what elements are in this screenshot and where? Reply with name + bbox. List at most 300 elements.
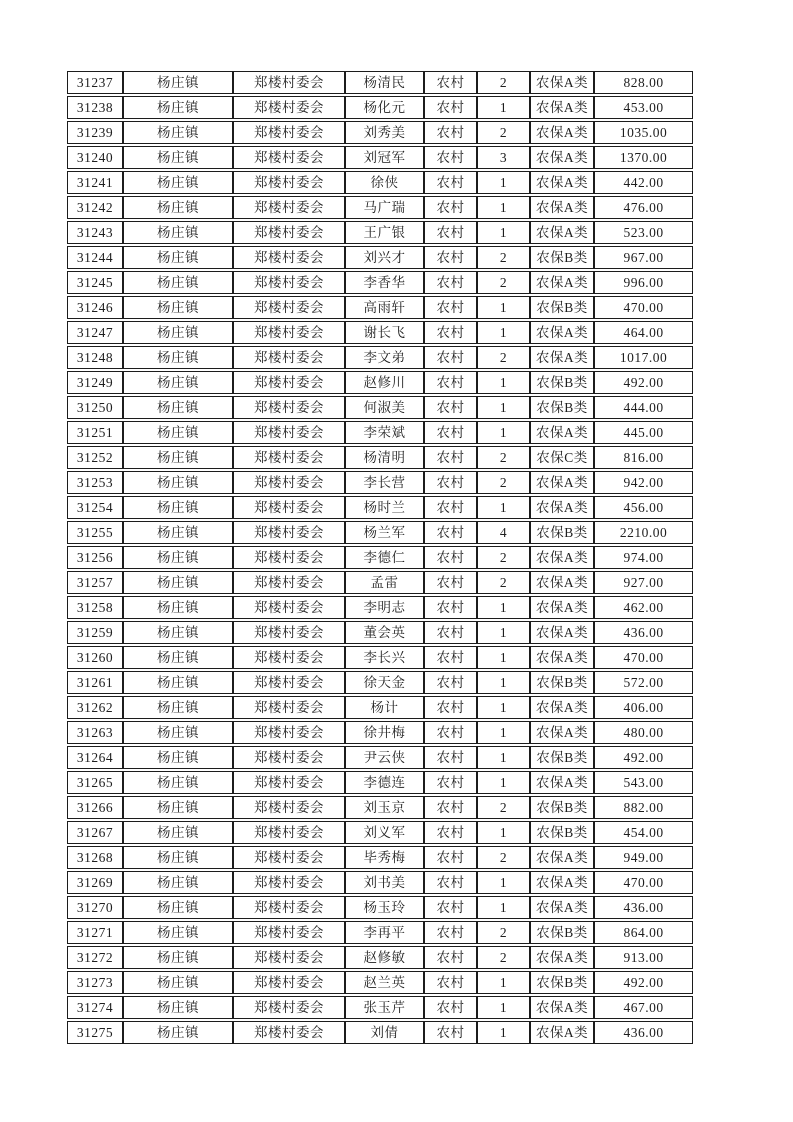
table-row	[67, 271, 693, 294]
cell-person-name: 杨玉玲	[345, 896, 424, 919]
cell-insurance-class: 农保A类	[530, 946, 594, 969]
cell-village-committee: 郑楼村委会	[233, 921, 345, 944]
cell-town: 杨庄镇	[123, 296, 233, 319]
table-row	[67, 546, 693, 569]
cell-amount: 523.00	[594, 221, 693, 244]
cell-amount: 1370.00	[594, 146, 693, 169]
cell-town: 杨庄镇	[123, 421, 233, 444]
cell-person-count: 2	[477, 471, 530, 494]
cell-village-committee: 郑楼村委会	[233, 446, 345, 469]
cell-town: 杨庄镇	[123, 471, 233, 494]
cell-person-name: 杨时兰	[345, 496, 424, 519]
cell-village-committee: 郑楼村委会	[233, 96, 345, 119]
cell-person-name: 马广瑞	[345, 196, 424, 219]
cell-person-count: 1	[477, 996, 530, 1019]
cell-record-id: 31257	[67, 571, 123, 594]
cell-village-committee: 郑楼村委会	[233, 396, 345, 419]
cell-insurance-class: 农保B类	[530, 371, 594, 394]
cell-town: 杨庄镇	[123, 546, 233, 569]
cell-residence-type: 农村	[424, 771, 477, 794]
cell-insurance-class: 农保A类	[530, 771, 594, 794]
cell-residence-type: 农村	[424, 346, 477, 369]
cell-village-committee: 郑楼村委会	[233, 546, 345, 569]
table-row	[67, 346, 693, 369]
cell-residence-type: 农村	[424, 846, 477, 869]
table-row	[67, 721, 693, 744]
table-row	[67, 246, 693, 269]
cell-record-id: 31256	[67, 546, 123, 569]
cell-person-count: 1	[477, 171, 530, 194]
cell-record-id: 31255	[67, 521, 123, 544]
cell-village-committee: 郑楼村委会	[233, 171, 345, 194]
cell-record-id: 31244	[67, 246, 123, 269]
cell-amount: 1035.00	[594, 121, 693, 144]
cell-person-count: 1	[477, 296, 530, 319]
cell-person-name: 高雨轩	[345, 296, 424, 319]
table-row	[67, 71, 693, 94]
cell-insurance-class: 农保A类	[530, 271, 594, 294]
table-row	[67, 696, 693, 719]
cell-insurance-class: 农保A类	[530, 496, 594, 519]
cell-village-committee: 郑楼村委会	[233, 271, 345, 294]
cell-person-name: 杨化元	[345, 96, 424, 119]
cell-residence-type: 农村	[424, 221, 477, 244]
cell-record-id: 31241	[67, 171, 123, 194]
cell-amount: 406.00	[594, 696, 693, 719]
cell-record-id: 31243	[67, 221, 123, 244]
cell-insurance-class: 农保B类	[530, 521, 594, 544]
cell-amount: 816.00	[594, 446, 693, 469]
cell-person-name: 董会英	[345, 621, 424, 644]
cell-person-count: 1	[477, 221, 530, 244]
cell-person-name: 刘兴才	[345, 246, 424, 269]
cell-town: 杨庄镇	[123, 646, 233, 669]
cell-residence-type: 农村	[424, 421, 477, 444]
cell-town: 杨庄镇	[123, 746, 233, 769]
cell-person-name: 尹云侠	[345, 746, 424, 769]
cell-person-name: 李香华	[345, 271, 424, 294]
cell-insurance-class: 农保A类	[530, 596, 594, 619]
cell-record-id: 31263	[67, 721, 123, 744]
cell-town: 杨庄镇	[123, 321, 233, 344]
cell-insurance-class: 农保B类	[530, 296, 594, 319]
cell-village-committee: 郑楼村委会	[233, 246, 345, 269]
cell-residence-type: 农村	[424, 971, 477, 994]
cell-village-committee: 郑楼村委会	[233, 521, 345, 544]
cell-town: 杨庄镇	[123, 721, 233, 744]
cell-town: 杨庄镇	[123, 571, 233, 594]
cell-insurance-class: 农保A类	[530, 996, 594, 1019]
cell-amount: 864.00	[594, 921, 693, 944]
cell-person-count: 2	[477, 921, 530, 944]
cell-amount: 492.00	[594, 371, 693, 394]
cell-residence-type: 农村	[424, 1021, 477, 1044]
cell-village-committee: 郑楼村委会	[233, 321, 345, 344]
cell-person-count: 1	[477, 696, 530, 719]
cell-amount: 967.00	[594, 246, 693, 269]
table-row	[67, 846, 693, 869]
cell-town: 杨庄镇	[123, 621, 233, 644]
cell-person-name: 杨清民	[345, 71, 424, 94]
cell-residence-type: 农村	[424, 896, 477, 919]
cell-town: 杨庄镇	[123, 696, 233, 719]
cell-insurance-class: 农保A类	[530, 871, 594, 894]
cell-record-id: 31246	[67, 296, 123, 319]
cell-residence-type: 农村	[424, 196, 477, 219]
cell-village-committee: 郑楼村委会	[233, 571, 345, 594]
cell-person-count: 1	[477, 496, 530, 519]
cell-record-id: 31265	[67, 771, 123, 794]
cell-person-name: 杨清明	[345, 446, 424, 469]
cell-record-id: 31240	[67, 146, 123, 169]
cell-person-count: 2	[477, 846, 530, 869]
cell-village-committee: 郑楼村委会	[233, 996, 345, 1019]
cell-village-committee: 郑楼村委会	[233, 121, 345, 144]
cell-village-committee: 郑楼村委会	[233, 346, 345, 369]
cell-residence-type: 农村	[424, 71, 477, 94]
cell-record-id: 31264	[67, 746, 123, 769]
cell-insurance-class: 农保A类	[530, 171, 594, 194]
cell-residence-type: 农村	[424, 471, 477, 494]
cell-amount: 445.00	[594, 421, 693, 444]
cell-insurance-class: 农保A类	[530, 621, 594, 644]
cell-town: 杨庄镇	[123, 196, 233, 219]
cell-person-count: 2	[477, 571, 530, 594]
cell-person-name: 李再平	[345, 921, 424, 944]
cell-amount: 464.00	[594, 321, 693, 344]
cell-town: 杨庄镇	[123, 121, 233, 144]
cell-insurance-class: 农保B类	[530, 796, 594, 819]
cell-village-committee: 郑楼村委会	[233, 971, 345, 994]
cell-record-id: 31268	[67, 846, 123, 869]
cell-insurance-class: 农保B类	[530, 971, 594, 994]
cell-record-id: 31258	[67, 596, 123, 619]
cell-village-committee: 郑楼村委会	[233, 371, 345, 394]
cell-town: 杨庄镇	[123, 871, 233, 894]
cell-town: 杨庄镇	[123, 221, 233, 244]
cell-insurance-class: 农保A类	[530, 1021, 594, 1044]
cell-residence-type: 农村	[424, 746, 477, 769]
cell-person-count: 1	[477, 96, 530, 119]
cell-village-committee: 郑楼村委会	[233, 146, 345, 169]
cell-residence-type: 农村	[424, 671, 477, 694]
cell-amount: 436.00	[594, 896, 693, 919]
cell-person-count: 1	[477, 671, 530, 694]
cell-village-committee: 郑楼村委会	[233, 846, 345, 869]
cell-record-id: 31275	[67, 1021, 123, 1044]
cell-amount: 543.00	[594, 771, 693, 794]
cell-residence-type: 农村	[424, 171, 477, 194]
cell-record-id: 31262	[67, 696, 123, 719]
cell-record-id: 31253	[67, 471, 123, 494]
cell-amount: 470.00	[594, 646, 693, 669]
cell-insurance-class: 农保A类	[530, 546, 594, 569]
cell-insurance-class: 农保A类	[530, 421, 594, 444]
cell-village-committee: 郑楼村委会	[233, 621, 345, 644]
cell-residence-type: 农村	[424, 621, 477, 644]
cell-person-name: 谢长飞	[345, 321, 424, 344]
cell-residence-type: 农村	[424, 996, 477, 1019]
cell-amount: 974.00	[594, 546, 693, 569]
cell-amount: 480.00	[594, 721, 693, 744]
cell-amount: 436.00	[594, 1021, 693, 1044]
cell-record-id: 31239	[67, 121, 123, 144]
table-row	[67, 971, 693, 994]
cell-record-id: 31254	[67, 496, 123, 519]
cell-person-name: 徐侠	[345, 171, 424, 194]
cell-person-name: 徐井梅	[345, 721, 424, 744]
cell-person-count: 1	[477, 396, 530, 419]
cell-village-committee: 郑楼村委会	[233, 421, 345, 444]
table-row	[67, 621, 693, 644]
cell-residence-type: 农村	[424, 396, 477, 419]
cell-record-id: 31271	[67, 921, 123, 944]
cell-town: 杨庄镇	[123, 171, 233, 194]
cell-residence-type: 农村	[424, 146, 477, 169]
cell-person-name: 刘冠军	[345, 146, 424, 169]
cell-person-name: 毕秀梅	[345, 846, 424, 869]
cell-amount: 2210.00	[594, 521, 693, 544]
table-row	[67, 496, 693, 519]
cell-person-count: 2	[477, 446, 530, 469]
cell-record-id: 31237	[67, 71, 123, 94]
cell-village-committee: 郑楼村委会	[233, 196, 345, 219]
table-row	[67, 1021, 693, 1044]
cell-person-count: 1	[477, 821, 530, 844]
cell-insurance-class: 农保A类	[530, 221, 594, 244]
cell-residence-type: 农村	[424, 946, 477, 969]
table-row	[67, 371, 693, 394]
table-row	[67, 596, 693, 619]
cell-person-name: 刘倩	[345, 1021, 424, 1044]
cell-town: 杨庄镇	[123, 146, 233, 169]
cell-residence-type: 农村	[424, 546, 477, 569]
cell-record-id: 31242	[67, 196, 123, 219]
cell-person-count: 2	[477, 796, 530, 819]
cell-amount: 996.00	[594, 271, 693, 294]
cell-village-committee: 郑楼村委会	[233, 1021, 345, 1044]
cell-village-committee: 郑楼村委会	[233, 871, 345, 894]
cell-record-id: 31248	[67, 346, 123, 369]
cell-person-count: 1	[477, 646, 530, 669]
cell-person-name: 赵修敏	[345, 946, 424, 969]
cell-residence-type: 农村	[424, 96, 477, 119]
table-row	[67, 821, 693, 844]
cell-record-id: 31250	[67, 396, 123, 419]
cell-residence-type: 农村	[424, 296, 477, 319]
cell-record-id: 31274	[67, 996, 123, 1019]
cell-person-count: 1	[477, 871, 530, 894]
cell-person-name: 刘秀美	[345, 121, 424, 144]
cell-residence-type: 农村	[424, 871, 477, 894]
cell-town: 杨庄镇	[123, 896, 233, 919]
cell-person-name: 李长兴	[345, 646, 424, 669]
cell-amount: 492.00	[594, 971, 693, 994]
cell-insurance-class: 农保A类	[530, 846, 594, 869]
cell-person-count: 2	[477, 246, 530, 269]
cell-town: 杨庄镇	[123, 371, 233, 394]
cell-person-name: 何淑美	[345, 396, 424, 419]
cell-record-id: 31252	[67, 446, 123, 469]
cell-person-name: 赵修川	[345, 371, 424, 394]
cell-person-count: 2	[477, 946, 530, 969]
cell-village-committee: 郑楼村委会	[233, 821, 345, 844]
table-row	[67, 946, 693, 969]
cell-insurance-class: 农保B类	[530, 396, 594, 419]
table-row	[67, 146, 693, 169]
cell-person-count: 1	[477, 721, 530, 744]
cell-village-committee: 郑楼村委会	[233, 721, 345, 744]
cell-person-count: 1	[477, 321, 530, 344]
cell-person-count: 1	[477, 896, 530, 919]
cell-residence-type: 农村	[424, 646, 477, 669]
cell-insurance-class: 农保A类	[530, 471, 594, 494]
cell-town: 杨庄镇	[123, 446, 233, 469]
cell-record-id: 31272	[67, 946, 123, 969]
cell-residence-type: 农村	[424, 821, 477, 844]
cell-person-count: 4	[477, 521, 530, 544]
cell-amount: 882.00	[594, 796, 693, 819]
table-row	[67, 296, 693, 319]
table-row	[67, 196, 693, 219]
cell-person-name: 李文弟	[345, 346, 424, 369]
table-row	[67, 896, 693, 919]
cell-residence-type: 农村	[424, 721, 477, 744]
cell-village-committee: 郑楼村委会	[233, 496, 345, 519]
cell-person-count: 1	[477, 621, 530, 644]
cell-town: 杨庄镇	[123, 71, 233, 94]
cell-town: 杨庄镇	[123, 921, 233, 944]
table-row	[67, 521, 693, 544]
cell-insurance-class: 农保A类	[530, 896, 594, 919]
cell-residence-type: 农村	[424, 796, 477, 819]
cell-town: 杨庄镇	[123, 346, 233, 369]
cell-person-count: 2	[477, 121, 530, 144]
cell-town: 杨庄镇	[123, 771, 233, 794]
table-row	[67, 921, 693, 944]
table-row	[67, 671, 693, 694]
cell-insurance-class: 农保A类	[530, 146, 594, 169]
cell-insurance-class: 农保A类	[530, 571, 594, 594]
cell-town: 杨庄镇	[123, 846, 233, 869]
cell-residence-type: 农村	[424, 921, 477, 944]
cell-village-committee: 郑楼村委会	[233, 596, 345, 619]
cell-record-id: 31259	[67, 621, 123, 644]
cell-insurance-class: 农保A类	[530, 96, 594, 119]
cell-amount: 913.00	[594, 946, 693, 969]
cell-amount: 949.00	[594, 846, 693, 869]
cell-record-id: 31266	[67, 796, 123, 819]
cell-person-count: 3	[477, 146, 530, 169]
cell-amount: 828.00	[594, 71, 693, 94]
cell-person-count: 1	[477, 746, 530, 769]
cell-record-id: 31261	[67, 671, 123, 694]
cell-residence-type: 农村	[424, 521, 477, 544]
cell-record-id: 31267	[67, 821, 123, 844]
table-row	[67, 771, 693, 794]
cell-insurance-class: 农保A类	[530, 696, 594, 719]
table-row	[67, 996, 693, 1019]
cell-record-id: 31245	[67, 271, 123, 294]
table-row	[67, 121, 693, 144]
cell-amount: 444.00	[594, 396, 693, 419]
cell-insurance-class: 农保B类	[530, 921, 594, 944]
cell-record-id: 31270	[67, 896, 123, 919]
cell-village-committee: 郑楼村委会	[233, 671, 345, 694]
cell-town: 杨庄镇	[123, 246, 233, 269]
cell-person-count: 1	[477, 1021, 530, 1044]
cell-residence-type: 农村	[424, 246, 477, 269]
table-row	[67, 471, 693, 494]
cell-residence-type: 农村	[424, 696, 477, 719]
cell-insurance-class: 农保B类	[530, 746, 594, 769]
cell-amount: 942.00	[594, 471, 693, 494]
cell-record-id: 31260	[67, 646, 123, 669]
cell-person-name: 徐天金	[345, 671, 424, 694]
cell-town: 杨庄镇	[123, 96, 233, 119]
cell-amount: 572.00	[594, 671, 693, 694]
cell-residence-type: 农村	[424, 121, 477, 144]
cell-village-committee: 郑楼村委会	[233, 771, 345, 794]
cell-insurance-class: 农保A类	[530, 196, 594, 219]
cell-amount: 476.00	[594, 196, 693, 219]
cell-person-name: 李德连	[345, 771, 424, 794]
cell-record-id: 31251	[67, 421, 123, 444]
cell-town: 杨庄镇	[123, 996, 233, 1019]
table-row	[67, 96, 693, 119]
cell-insurance-class: 农保A类	[530, 646, 594, 669]
cell-person-count: 1	[477, 421, 530, 444]
cell-amount: 492.00	[594, 746, 693, 769]
cell-town: 杨庄镇	[123, 496, 233, 519]
cell-town: 杨庄镇	[123, 596, 233, 619]
table-row	[67, 746, 693, 769]
cell-residence-type: 农村	[424, 496, 477, 519]
cell-person-count: 1	[477, 196, 530, 219]
table-row	[67, 421, 693, 444]
cell-insurance-class: 农保B类	[530, 671, 594, 694]
cell-insurance-class: 农保A类	[530, 321, 594, 344]
cell-person-count: 1	[477, 771, 530, 794]
cell-amount: 470.00	[594, 871, 693, 894]
cell-amount: 462.00	[594, 596, 693, 619]
cell-town: 杨庄镇	[123, 271, 233, 294]
cell-insurance-class: 农保A类	[530, 71, 594, 94]
cell-insurance-class: 农保C类	[530, 446, 594, 469]
cell-town: 杨庄镇	[123, 1021, 233, 1044]
cell-record-id: 31273	[67, 971, 123, 994]
table-row	[67, 396, 693, 419]
cell-insurance-class: 农保B类	[530, 246, 594, 269]
cell-village-committee: 郑楼村委会	[233, 71, 345, 94]
cell-town: 杨庄镇	[123, 796, 233, 819]
cell-person-name: 赵兰英	[345, 971, 424, 994]
cell-village-committee: 郑楼村委会	[233, 746, 345, 769]
cell-person-count: 2	[477, 71, 530, 94]
cell-person-name: 杨计	[345, 696, 424, 719]
cell-amount: 453.00	[594, 96, 693, 119]
cell-residence-type: 农村	[424, 446, 477, 469]
cell-residence-type: 农村	[424, 596, 477, 619]
table-row	[67, 646, 693, 669]
cell-person-count: 2	[477, 346, 530, 369]
cell-insurance-class: 农保A类	[530, 721, 594, 744]
cell-person-name: 李德仁	[345, 546, 424, 569]
cell-amount: 436.00	[594, 621, 693, 644]
cell-village-committee: 郑楼村委会	[233, 471, 345, 494]
records-table	[67, 71, 693, 1046]
cell-person-name: 李明志	[345, 596, 424, 619]
